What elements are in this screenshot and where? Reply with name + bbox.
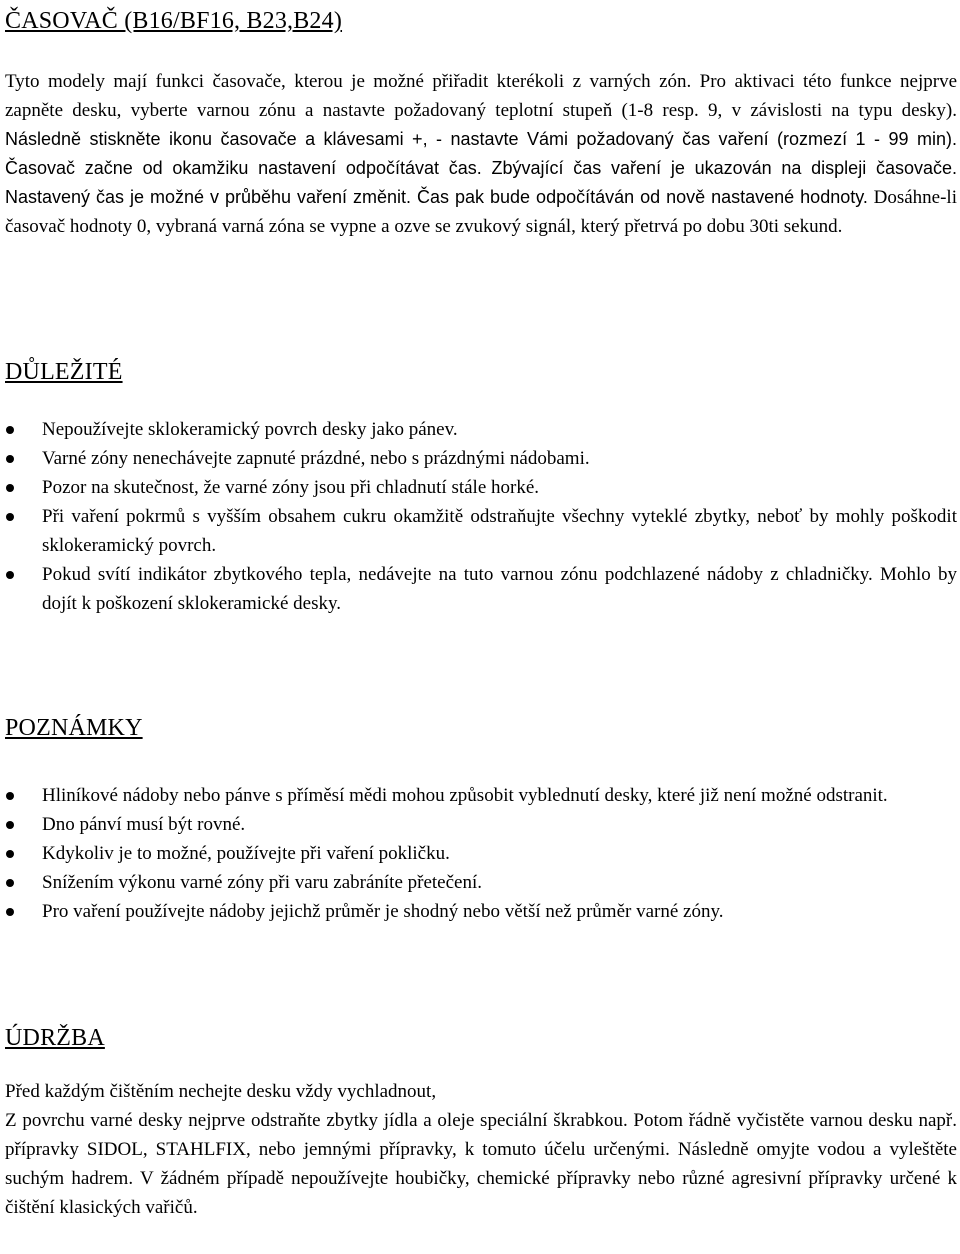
maintenance-text xyxy=(5,1077,957,1222)
list-item xyxy=(5,560,957,618)
notes-list xyxy=(5,781,957,926)
timer-paragraph xyxy=(5,67,957,241)
bullet-icon xyxy=(6,455,14,463)
timer-text-1: Tyto modely mají funkci časovače, kterou je možné přiřadit kterékoli z varných zón. Pro aktivaci této funkce nejprve zapněte desku, vyberte varnou zónu a nastavte požadovaný teplotní stupeň (1-8 resp. 9, v závislosti na typu desky). xyxy=(5,71,957,121)
list-item-text: Snížením výkonu varné zóny při varu zabráníte přetečení. xyxy=(42,872,482,893)
maintenance-line-1: Před každým čištěním nechejte desku vždy vychladnout, xyxy=(5,1081,437,1102)
timer-text-2: Následně stiskněte ikonu časovače a klávesami +, - nastavte Vámi požadovaný čas vaření (rozmezí 1 - 99 min). xyxy=(5,129,957,149)
bullet-icon xyxy=(6,908,14,916)
timer-text-3: Časovač začne od okamžiku nastavení odpočítávat čas. Zbývající čas vaření je ukazován na displeji časovače. Nastavený čas je možné v průběhu vaření změnit. Čas pak bude odpočítáván od nově nastavené hodnoty. xyxy=(5,158,957,207)
list-item xyxy=(5,444,957,473)
list-item xyxy=(5,473,957,502)
section-heading-timer: ČASOVAČ (B16/BF16, B23,B24) xyxy=(5,8,343,34)
bullet-icon xyxy=(6,792,14,800)
important-list xyxy=(5,415,957,618)
bullet-icon xyxy=(6,879,14,887)
list-item xyxy=(5,868,957,897)
list-item-text: Pokud svítí indikátor zbytkového tepla, nedávejte na tuto varnou zónu podchlazené nádoby z chladničky. Mohlo by dojít k poškození sklokeramické desky. xyxy=(42,564,957,614)
list-item-text: Kdykoliv je to možné, používejte při vaření pokličku. xyxy=(42,843,450,864)
section-heading-notes: POZNÁMKY xyxy=(5,715,143,741)
section-heading-important: DŮLEŽITÉ xyxy=(5,359,123,385)
list-item-text: Nepoužívejte sklokeramický povrch desky jako pánev. xyxy=(42,419,458,440)
list-item xyxy=(5,502,957,560)
section-heading-maintenance: ÚDRŽBA xyxy=(5,1025,105,1051)
maintenance-paragraph: Z povrchu varné desky nejprve odstraňte zbytky jídla a oleje speciální škrabkou. Potom řádně vyčistěte varnou desku např. přípravky SIDOL, STAHLFIX, nebo jemnými přípravky, k tomuto účelu určenými. Následně omyjte vodou a vyleštěte suchým hadrem. V žádném případě nepoužívejte houbičky, chemické přípravky nebo různé agresivní přípravky určené k čištění klasických vařičů. xyxy=(5,1110,957,1218)
bullet-icon xyxy=(6,426,14,434)
list-item-text: Varné zóny nenechávejte zapnuté prázdné, nebo s prázdnými nádobami. xyxy=(42,448,590,469)
bullet-icon xyxy=(6,571,14,579)
bullet-icon xyxy=(6,513,14,521)
list-item xyxy=(5,839,957,868)
list-item-text: Pro vaření používejte nádoby jejichž průměr je shodný nebo větší než průměr varné zóny. xyxy=(42,901,724,922)
timer-text-4: Dosáhne-li časovač hodnoty 0, vybraná varná zóna se vypne a ozve se zvukový signál, který přetrvá po dobu 30ti sekund. xyxy=(5,187,957,237)
list-item-text: Dno pánví musí být rovné. xyxy=(42,814,246,835)
list-item-text: Pozor na skutečnost, že varné zóny jsou při chladnutí stále horké. xyxy=(42,477,540,498)
list-item xyxy=(5,415,957,444)
list-item xyxy=(5,781,957,810)
list-item xyxy=(5,810,957,839)
bullet-icon xyxy=(6,850,14,858)
list-item-text: Při vaření pokrmů s vyšším obsahem cukru okamžitě odstraňujte všechny vyteklé zbytky, neboť by mohly poškodit sklokeramický povrch. xyxy=(42,506,957,556)
list-item xyxy=(5,897,957,926)
bullet-icon xyxy=(6,821,14,829)
bullet-icon xyxy=(6,484,14,492)
list-item-text: Hliníkové nádoby nebo pánve s příměsí mědi mohou způsobit vyblednutí desky, které již není možné odstranit. xyxy=(42,785,888,806)
